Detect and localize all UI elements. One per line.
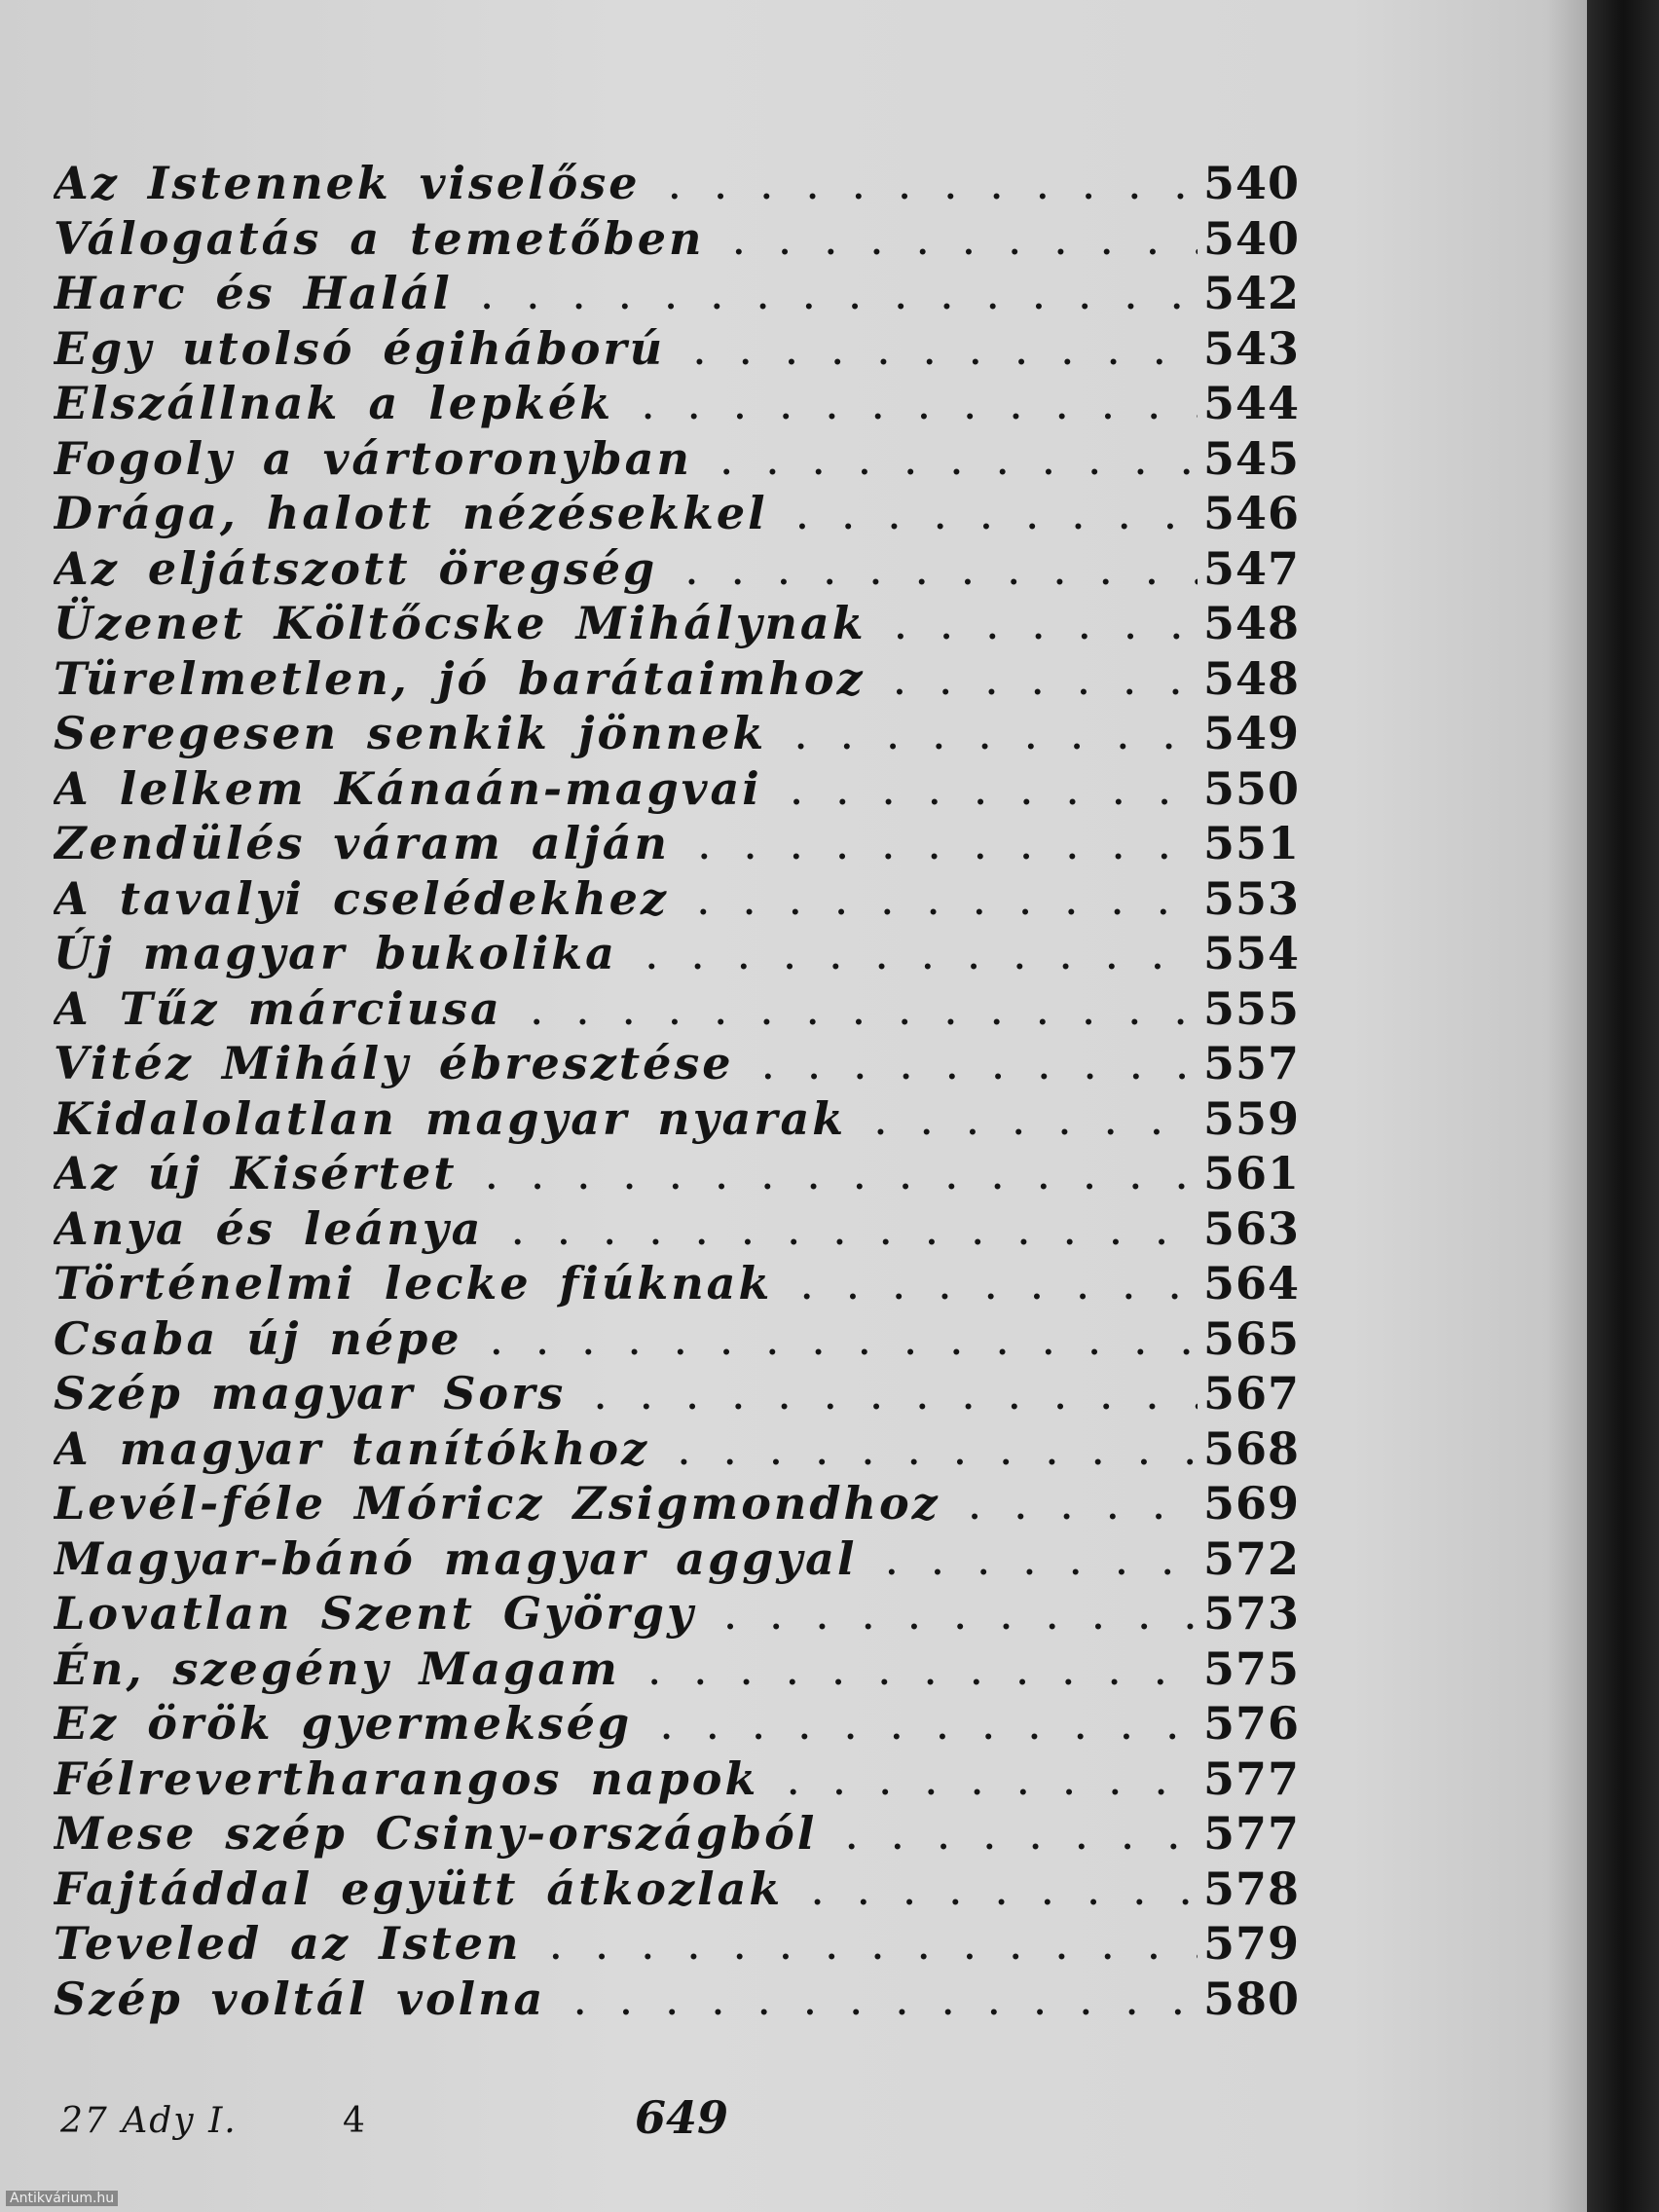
toc-entry bbox=[54, 981, 1300, 1037]
dot-leader bbox=[530, 981, 1198, 1036]
toc-entry bbox=[54, 1972, 1300, 2027]
toc-entry bbox=[54, 486, 1300, 541]
toc-entry-title: Ez örök gyermekség bbox=[54, 1697, 633, 1750]
toc-entry bbox=[54, 1806, 1300, 1862]
toc-entry-page: 569 bbox=[1202, 1477, 1300, 1530]
dot-leader bbox=[723, 1586, 1198, 1641]
toc-entry bbox=[54, 651, 1300, 707]
dot-leader bbox=[668, 156, 1198, 210]
dot-leader bbox=[641, 376, 1198, 430]
dot-leader bbox=[968, 1476, 1198, 1530]
toc-entry-page: 580 bbox=[1202, 1972, 1300, 2025]
toc-entry bbox=[54, 1641, 1300, 1697]
toc-entry bbox=[54, 1696, 1300, 1751]
toc-entry-title: Zendülés váram alján bbox=[54, 817, 670, 869]
toc-entry-title: Az új Kisértet bbox=[54, 1147, 458, 1199]
toc-entry-title: Anya és leánya bbox=[54, 1201, 484, 1255]
toc-entry-title: Vitéz Mihály ébresztése bbox=[54, 1037, 734, 1089]
toc-entry-page: 543 bbox=[1202, 321, 1300, 375]
toc-entry-page: 553 bbox=[1202, 871, 1300, 925]
dot-leader bbox=[884, 1531, 1198, 1586]
dot-leader bbox=[480, 266, 1198, 320]
toc-entry-title: Levél-féle Móricz Zsigmondhoz bbox=[54, 1477, 940, 1530]
dot-leader bbox=[684, 541, 1198, 596]
toc-entry-title: Az eljátszott öregség bbox=[54, 541, 658, 595]
toc-entry bbox=[54, 1256, 1300, 1311]
toc-entry-title: Félrevertharangos napok bbox=[54, 1751, 759, 1805]
dot-leader bbox=[490, 1311, 1198, 1366]
toc-entry-page: 545 bbox=[1202, 431, 1300, 485]
toc-entry-page: 576 bbox=[1202, 1697, 1300, 1750]
toc-entry-page: 540 bbox=[1202, 157, 1300, 209]
toc-entry bbox=[54, 541, 1300, 597]
dot-leader bbox=[873, 1091, 1198, 1146]
toc-entry-page: 551 bbox=[1202, 817, 1300, 869]
watermark: Antikvárium.hu bbox=[6, 2191, 118, 2206]
book-spine bbox=[1587, 0, 1659, 2212]
page-gutter-shadow bbox=[1546, 0, 1587, 2212]
printer-signature: 27 Ady I. bbox=[60, 2101, 238, 2141]
toc-entry-page: 550 bbox=[1202, 761, 1300, 815]
toc-entry-page: 575 bbox=[1202, 1641, 1300, 1695]
toc-entry bbox=[54, 1366, 1300, 1421]
dot-leader bbox=[593, 1366, 1198, 1420]
toc-entry bbox=[54, 1201, 1300, 1257]
toc-entry-title: Válogatás a temetőben bbox=[54, 211, 705, 265]
toc-entry bbox=[54, 266, 1300, 321]
toc-entry-page: 577 bbox=[1202, 1751, 1300, 1805]
toc-entry bbox=[54, 431, 1300, 487]
dot-leader bbox=[786, 1751, 1198, 1806]
toc-entry-page: 540 bbox=[1202, 211, 1300, 265]
toc-entry-title: Lovatlan Szent György bbox=[54, 1587, 696, 1640]
toc-entry-page: 542 bbox=[1202, 267, 1300, 319]
toc-entry-title: Szép magyar Sors bbox=[54, 1367, 567, 1419]
toc-entry-page: 579 bbox=[1202, 1917, 1300, 1970]
toc-entry-title: A magyar tanítókhoz bbox=[54, 1421, 650, 1475]
toc-entry-page: 547 bbox=[1202, 541, 1300, 595]
toc-entry bbox=[54, 376, 1300, 431]
toc-entry-page: 578 bbox=[1202, 1862, 1300, 1915]
page-number: 649 bbox=[635, 2091, 729, 2144]
toc-entry-page: 554 bbox=[1202, 927, 1300, 979]
toc-entry bbox=[54, 1036, 1300, 1091]
dot-leader bbox=[795, 486, 1198, 540]
toc-entry-page: 577 bbox=[1202, 1807, 1300, 1860]
toc-entry-page: 572 bbox=[1202, 1531, 1300, 1585]
toc-entry bbox=[54, 1146, 1300, 1201]
toc-entry bbox=[54, 1531, 1300, 1587]
toc-entry bbox=[54, 706, 1300, 761]
toc-entry-page: 555 bbox=[1202, 981, 1300, 1035]
toc-entry-page: 549 bbox=[1202, 707, 1300, 759]
dot-leader bbox=[810, 1862, 1198, 1916]
dot-leader bbox=[844, 1806, 1198, 1861]
toc-entry-title: Mese szép Csiny-országból bbox=[54, 1807, 818, 1860]
toc-entry-page: 564 bbox=[1202, 1257, 1300, 1309]
toc-entry bbox=[54, 816, 1300, 871]
toc-entry-title: Az Istennek viselőse bbox=[54, 157, 641, 209]
toc-entry bbox=[54, 1421, 1300, 1477]
toc-entry bbox=[54, 1586, 1300, 1641]
toc-entry-page: 567 bbox=[1202, 1367, 1300, 1419]
dot-leader bbox=[696, 871, 1198, 926]
toc-entry-title: Drága, halott nézésekkel bbox=[54, 487, 768, 539]
dot-leader bbox=[548, 1916, 1198, 1971]
dot-leader bbox=[731, 211, 1198, 266]
toc-entry bbox=[54, 926, 1300, 981]
dot-leader bbox=[677, 1421, 1198, 1476]
toc-entry-title: A Tűz márciusa bbox=[54, 981, 502, 1035]
dot-leader bbox=[645, 926, 1198, 980]
dot-leader bbox=[894, 596, 1198, 650]
page-footer bbox=[60, 2091, 839, 2159]
toc-entry bbox=[54, 1751, 1300, 1807]
toc-entry-page: 548 bbox=[1202, 651, 1300, 705]
dot-leader bbox=[697, 816, 1198, 870]
toc-entry-page: 568 bbox=[1202, 1421, 1300, 1475]
toc-entry-title: Csaba új népe bbox=[54, 1311, 462, 1365]
dot-leader bbox=[719, 431, 1198, 486]
toc-entry-title: Seregesen senkik jönnek bbox=[54, 707, 767, 759]
toc-entry-title: Türelmetlen, jó barátaimhoz bbox=[54, 651, 866, 705]
toc-entry-page: 559 bbox=[1202, 1091, 1300, 1145]
toc-entry-page: 561 bbox=[1202, 1147, 1300, 1199]
dot-leader bbox=[659, 1696, 1198, 1751]
dot-leader bbox=[692, 321, 1198, 376]
toc-entry-page: 557 bbox=[1202, 1037, 1300, 1089]
toc-entry-title: Történelmi lecke fiúknak bbox=[54, 1257, 773, 1309]
dot-leader bbox=[793, 706, 1198, 760]
toc-entry bbox=[54, 156, 1300, 211]
toc-entry bbox=[54, 761, 1300, 817]
toc-entry bbox=[54, 321, 1300, 377]
dot-leader bbox=[790, 761, 1198, 816]
toc-entry-title: A lelkem Kánaán-magvai bbox=[54, 761, 762, 815]
toc-entry bbox=[54, 596, 1300, 651]
toc-entry-title: Szép voltál volna bbox=[54, 1972, 546, 2025]
dot-leader bbox=[799, 1256, 1198, 1310]
dot-leader bbox=[647, 1641, 1198, 1696]
toc-entry-title: Elszállnak a lepkék bbox=[54, 377, 614, 429]
signature-number: 4 bbox=[343, 2101, 365, 2141]
toc-entry-title: Üzenet Költőcske Mihálynak bbox=[54, 597, 866, 649]
toc-entry-page: 544 bbox=[1202, 377, 1300, 429]
toc-entry-title: Új magyar bukolika bbox=[54, 927, 617, 979]
table-of-contents bbox=[54, 156, 1300, 2026]
toc-entry-title: Fogoly a vártoronyban bbox=[54, 431, 692, 485]
dot-leader bbox=[485, 1146, 1198, 1200]
dot-leader bbox=[893, 651, 1198, 706]
toc-entry bbox=[54, 871, 1300, 927]
toc-entry bbox=[54, 1916, 1300, 1972]
dot-leader bbox=[761, 1036, 1198, 1090]
toc-entry bbox=[54, 1311, 1300, 1367]
toc-entry bbox=[54, 1862, 1300, 1917]
dot-leader bbox=[510, 1201, 1198, 1256]
toc-entry-title: Magyar-bánó magyar aggyal bbox=[54, 1531, 858, 1585]
toc-entry-title: Harc és Halál bbox=[54, 267, 453, 319]
toc-entry bbox=[54, 211, 1300, 267]
toc-entry-page: 565 bbox=[1202, 1311, 1300, 1365]
toc-entry-title: Én, szegény Magam bbox=[54, 1641, 620, 1695]
toc-entry-title: A tavalyi cselédekhez bbox=[54, 871, 670, 925]
toc-entry-page: 573 bbox=[1202, 1587, 1300, 1640]
toc-entry-page: 546 bbox=[1202, 487, 1300, 539]
toc-entry-title: Egy utolsó égiháború bbox=[54, 321, 666, 375]
toc-entry bbox=[54, 1091, 1300, 1147]
toc-entry bbox=[54, 1476, 1300, 1531]
toc-entry-page: 563 bbox=[1202, 1201, 1300, 1255]
toc-entry-title: Kidalolatlan magyar nyarak bbox=[54, 1091, 847, 1145]
toc-entry-page: 548 bbox=[1202, 597, 1300, 649]
toc-entry-title: Teveled az Isten bbox=[54, 1917, 522, 1970]
toc-entry-title: Fajtáddal együtt átkozlak bbox=[54, 1862, 784, 1915]
dot-leader bbox=[572, 1972, 1198, 2026]
